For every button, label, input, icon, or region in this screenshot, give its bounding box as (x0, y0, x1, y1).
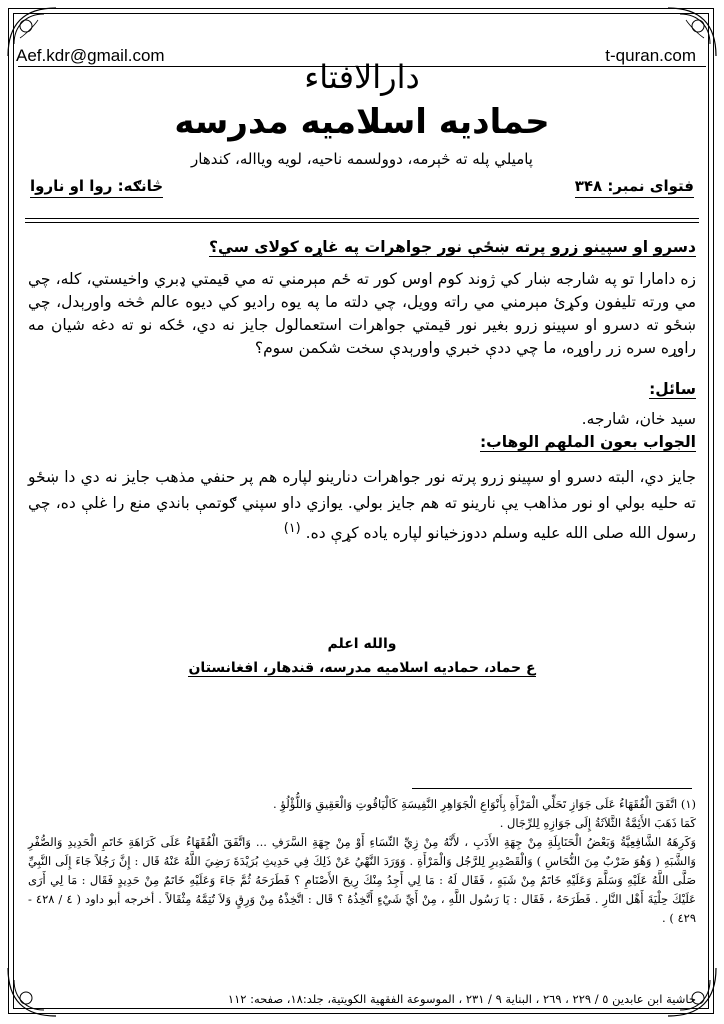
category-value: روا او ناروا (30, 177, 113, 195)
footnote-marker[interactable]: (۱) (283, 521, 301, 536)
footnote-divider (412, 788, 692, 789)
asker-label: سائل: (649, 380, 696, 398)
closing-phrase: والله اعلم (327, 636, 397, 652)
category (30, 177, 163, 198)
asker-heading (28, 380, 696, 398)
question-title (28, 238, 696, 256)
footnote-line: (١) اتَّفَقَ الْفُقَهَاءُ عَلَى جَوَازِ تَحَلِّي الْمَرْأَةِ بِأَنْوَاعِ الْجَوَاهِرِ النَّفِيسَةِ كَالْيَاقُوتِ وَالْعَقِيقِ وَاللُّؤْلُؤِ . (273, 797, 696, 811)
answer-label: الجواب بعون الملهم الوهاب: (479, 433, 696, 451)
email-link[interactable]: Aef.kdr@gmail.com (16, 46, 165, 65)
section-divider (25, 222, 699, 223)
answer-heading (28, 433, 696, 451)
signature (0, 660, 724, 676)
madrasa-address: پاميلي پله ته څېرمه، دوولسمه ناحيه، لويه ويااله، کندهار (191, 150, 533, 168)
fatwa-number: فتواى نمبر: ۳۴۸ (575, 177, 694, 198)
footnote-line: وَكَرِهَهُ الشَّافِعِيَّةُ وَبَعْضُ الْحَنَابِلَةِ مِنْ جِهَةِ الأَدَبِ ، لأَنَّهُ مِنْ زِيِّ النِّسَاءِ أَوْ مِنْ جِهَةِ السَّرَفِ ... وَاتَّفَقَ الْفُقَهَاءُ عَلَى كَرَاهَةِ خَاتَمِ الْحَدِيدِ وَالصُّفْرِ وَالشَّبَهِ ( وَهُوَ ضَرْبٌ مِنَ النُّحَاسِ ) وَالْقَصْدِيرِ لِلرَّجُل وَالْمَرْأَةِ . وَوَرَدَ النَّهْيُ عَنْ ذَلِكَ فِي حَدِيثِ بُرَيْدَةَ رَضِيَ اللَّهُ عَنْهُ قَال : إِنَّ رَجُلاً جَاءَ إِلَى النَّبِيِّ صَلَّى اللَّهُ عَلَيْهِ وَسَلَّمَ وَعَلَيْهِ خَاتَمٌ مِنْ شَبَهٍ ، فَقَال لَهُ : مَا لِي أَجِدُ مِنْكَ رِيحَ الأَصْنَامِ ؟ فَطَرَحَهُ ثُمَّ جَاءَ وَعَلَيْهِ خَاتَمٌ مِنْ حَدِيدٍ فَقَال : مَا لِي أَرَى عَلَيْكَ حِلْيَةَ أَهْل النَّارِ . فَطَرَحَهُ ، فَقَال : يَا رَسُول اللَّهِ ، مِنْ أَيِّ شَيْءٍ أَتَّخِذُهُ ؟ قَال : اتَّخِذْهُ مِنْ وَرِقٍ وَلاَ تُتِمَّهُ مِثْقَالاً . أخرجه أبو داود ( ٤ / ٤٢٨ - ٤٢٩ ) . (28, 835, 697, 925)
references: حاشية ابن عابدين ٥ / ٢٢٩ ، ٢٦٩ ، البناية ٩ / ٢٣١ ، الموسوعة الفقهية الكويتية، جلد:١٨، صفحه: ١١٢ (227, 992, 696, 1006)
footnote-line: كَمَا ذَهَبَ الأَئِمَّةُ الثَّلاَثَةُ إِلَى جَوَازِهِ لِلرِّجَال . (499, 816, 696, 830)
question-body: زه دامارا تو په شارجه ښار کي ژوند کوم اوس کور ته ځم مېرمني ته مي قيمتي ډبري واخيستي، کله، چي مي ورته تليفون وکړئ مېرمني مي راته وويل، چي دلته ما په يوه راديو کي ديوه عالم څخه واورېدل، چي ښځو ته دسرو او سپينو زرو بغير نور قيمتي جواهرات استعمالول جايز نه دي، ځکه نو ته دغه شيان مه راوړه سره زر راوړه، ما چي ددې خبري واورېدې سخت شکمن سوم؟ (28, 270, 696, 357)
answer-text: جايز دي، البته دسرو او سپينو زرو پرته نور جواهرات دنارينو لپاره هم پر حنفي مذهب جايز نه دي دا ښځو ته حليه بولي او نور مذاهب يې نارينو ته هم جايز بولي. يوازي داو سپني ګوتمې باندي منع را غلې ده، چي رسول الله صلى الله عليه وسلم ددوزخيانو لپاره ياده کړې ده. (28, 468, 696, 543)
footnotes (28, 795, 696, 928)
signature-text: ع حماد، حماديه اسلاميه مدرسه، قندهار، افغانستان (188, 660, 536, 676)
darulifta-title: دارالافتاء (304, 58, 420, 96)
section-divider (25, 218, 699, 219)
asker-name: سيد خان، شارجه. (581, 410, 696, 428)
madrasa-title: حماديه اسلاميه مدرسه (174, 102, 550, 142)
question-title-text: دسرو او سپينو زرو پرته ښځې نور جواهرات په غاړه کولای سي؟ (208, 238, 696, 256)
category-label: څانګه: (117, 177, 164, 195)
answer-body (28, 464, 696, 546)
website-link[interactable]: t-quran.com (605, 46, 696, 65)
